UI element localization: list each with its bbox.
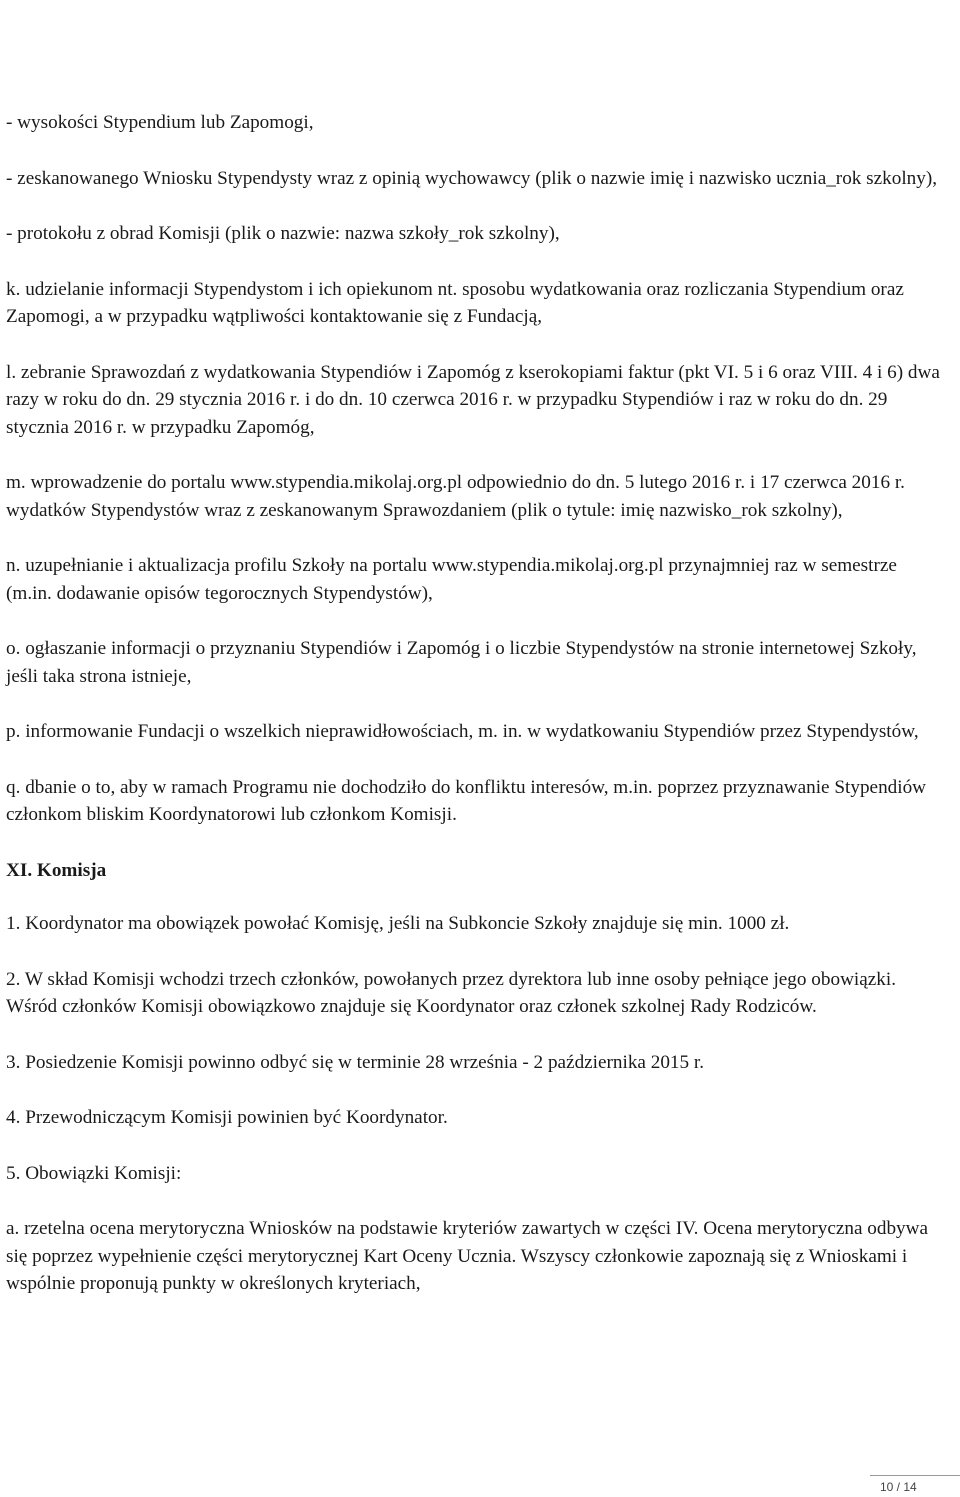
- footer-divider: [870, 1475, 960, 1476]
- paragraph-komisja-2: 2. W skład Komisji wchodzi trzech członków, powołanych przez dyrektora lub inne osoby pełniące jego obowiązki. Wśród członków Komisji obowiązkowo znajduje się Koordynator oraz członek szkolnej Rady Rodziców.: [6, 968, 897, 1017]
- paragraph-item-p: p. informowanie Fundacji o wszelkich nieprawidłowościach, m. in. w wydatkowaniu Stypendiów przez Stypendystów,: [6, 721, 919, 742]
- paragraph-item-l: l. zebranie Sprawozdań z wydatkowania Stypendiów i Zapomóg z kserokopiami faktur (pkt VI. 5 i 6 oraz VIII. 4 i 6) dwa razy w roku do dn. 29 stycznia 2016 r. i do dn. 10 czerwca 2016 r. w przypadku Stypendiów i raz w roku do dn. 29 stycznia 2016 r. w przypadku Zapomóg,: [6, 361, 940, 438]
- paragraph-amount: - wysokości Stypendium lub Zapomogi,: [6, 112, 314, 133]
- document-page: [6, 109, 946, 1326]
- page-number: 10 / 14: [880, 1480, 917, 1494]
- paragraph-komisja-5: 5. Obowiązki Komisji:: [6, 1162, 182, 1184]
- paragraph-scanned-application: - zeskanowanego Wniosku Stypendysty wraz z opinią wychowawcy (plik o nazwie imię i nazwisko ucznia_rok szkolny),: [6, 167, 938, 189]
- paragraph-komisja-3: 3. Posiedzenie Komisji powinno odbyć się w terminie 28 września - 2 października 2015 r.: [6, 1051, 705, 1073]
- paragraph-protocol: - protokołu z obrad Komisji (plik o nazwie: nazwa szkoły_rok szkolny),: [6, 223, 560, 244]
- paragraph-item-m: m. wprowadzenie do portalu www.stypendia.mikolaj.org.pl odpowiednio do dn. 5 lutego 2016 r. i 17 czerwca 2016 r. wydatków Stypendystów wraz z zeskanowanym Sprawozdaniem (plik o tytule: imię nazwisko_rok szkolny),: [6, 472, 905, 521]
- paragraph-komisja-4: 4. Przewodniczącym Komisji powinien być Koordynator.: [6, 1107, 448, 1128]
- section-heading-komisja: XI. Komisja: [6, 859, 107, 881]
- paragraph-komisja-1: 1. Koordynator ma obowiązek powołać Komisję, jeśli na Subkoncie Szkoły znajduje się min. 1000 zł.: [6, 913, 790, 934]
- paragraph-item-q: q. dbanie o to, aby w ramach Programu nie dochodziło do konfliktu interesów, m.in. poprzez przyznawanie Stypendiów członkom bliskim Koordynatorowi lub członkom Komisji.: [6, 776, 927, 825]
- paragraph-komisja-a: a. rzetelna ocena merytoryczna Wniosków na podstawie kryteriów zawartych w części IV. Ocena merytoryczna odbywa się poprzez wypełnienie części merytorycznej Kart Oceny Ucznia. Wszyscy członkowie zapoznają się z Wnioskami i wspólnie proponują punkty w określonych kryteriach,: [6, 1218, 929, 1294]
- paragraph-item-n: n. uzupełnianie i aktualizacja profilu Szkoły na portalu www.stypendia.mikolaj.org.pl przynajmniej raz w semestrze (m.in. dodawanie opisów tegorocznych Stypendystów),: [6, 555, 897, 604]
- paragraph-item-o: o. ogłaszanie informacji o przyznaniu Stypendiów i Zapomóg i o liczbie Stypendystów na stronie internetowej Szkoły, jeśli taka strona istnieje,: [6, 638, 917, 687]
- paragraph-item-k: k. udzielanie informacji Stypendystom i ich opiekunom nt. sposobu wydatkowania oraz rozliczania Stypendium oraz Zapomogi, a w przypadku wątpliwości kontaktowanie się z Fundacją,: [6, 278, 904, 327]
